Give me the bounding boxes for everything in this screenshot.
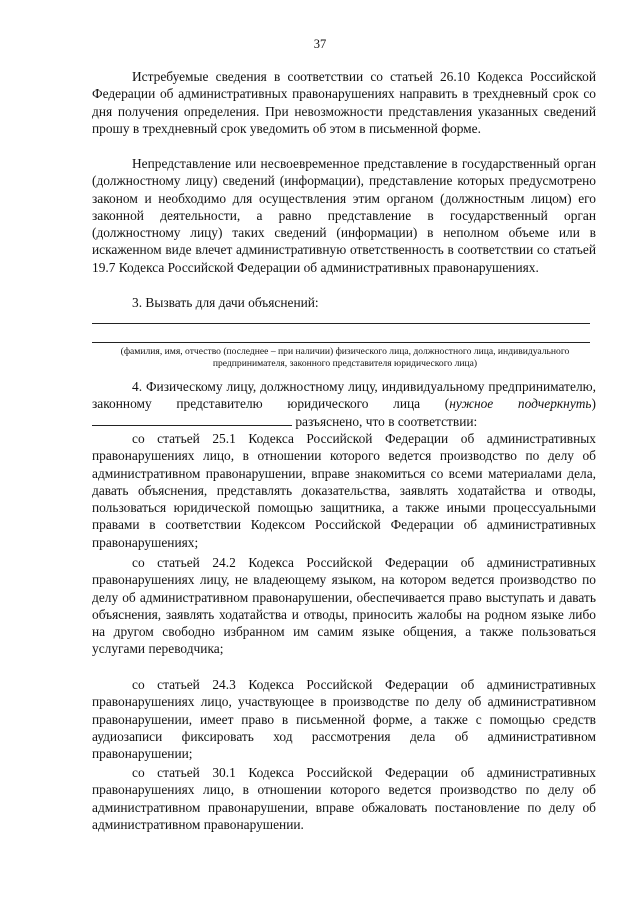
rights-intro-mid: ) [591,396,596,412]
summon-caption: (фамилия, имя, отчество (последнее – при наличии) физического лица, должностного лица, индивидуального предпринимателя, законного представителя юридического лица) [120,346,570,370]
rights-intro-italic: нужное подчеркнуть [449,396,592,412]
rights-blank-line [92,413,292,426]
summon-line-2 [92,342,590,343]
paragraph-rights-intro [92,378,596,430]
paragraph-article-24-3: со статьей 24.3 Кодекса Российской Федерации об административных правонарушениях лицо, участвующее в производстве по делу об административном правонарушении, имеет право в письменной форме, а также с помощью средств аудиозаписи фиксировать ход рассмотрения дела об административном правонарушении; [92,677,596,762]
paragraph-article-24-2: со статьей 24.2 Кодекса Российской Федерации об административных правонарушениях лицу, не владеющему языком, на котором ведется производство по делу об административном правонарушении, обеспечивается право выступать и давать объяснения, заявлять ходатайства и отводы, приносить жалобы на родном языке либо на другом свободно избранном им самим языке общения, а также пользоваться услугами переводчика; [92,555,596,657]
paragraph-article-30-1: со статьей 30.1 Кодекса Российской Федерации об административных правонарушениях лицо, в отношении которого ведется производство по делу об административном правонарушении, вправе обжаловать постановление по делу об административном правонарушении. [92,765,596,832]
paragraph-liability: Непредставление или несвоевременное представление в государственный орган (должностному лицу) сведений (информации), представление которых предусмотрено законом и необходимо для осуществления этим органом (должностным лицом) его законной деятельности, а равно представление в государственный орган (должностному лицу) таких сведений (информации) в неполном объеме или в искаженном виде влечет административную ответственность в соответствии со статьей 19.7 Кодекса Российской Федерации об административных правонарушениях. [92,156,596,275]
rights-intro-start: 4. Физическому лицу, должностному лицу, индивидуальному предпринимателю, законному представителю юридического лица ( [92,379,596,412]
summon-line-1 [92,323,590,324]
page-number: 37 [313,37,327,51]
paragraph-article-25-1: со статьей 25.1 Кодекса Российской Федерации об административных правонарушениях лицо, в отношении которого ведется производство по делу об административном правонарушении, вправе знакомиться со всеми материалами дела, давать объяснения, представлять доказательства, заявлять ходатайства и отводы, пользоваться юридической помощью защитника, а также иными процессуальными правами в соответствии Кодексом Российской Федерации об административных правонарушениях; [92,431,596,550]
rights-intro-end: разъяснено, что в соответствии: [292,413,478,429]
paragraph-info-request: Истребуемые сведения в соответствии со статьей 26.10 Кодекса Российской Федерации об административных правонарушениях направить в трехдневный срок со дня получения определения. При невозможности представления указанных сведений прошу в трехдневный срок уведомить об этом в письменной форме. [92,69,596,136]
paragraph-summon: 3. Вызвать для дачи объяснений: [132,295,319,310]
